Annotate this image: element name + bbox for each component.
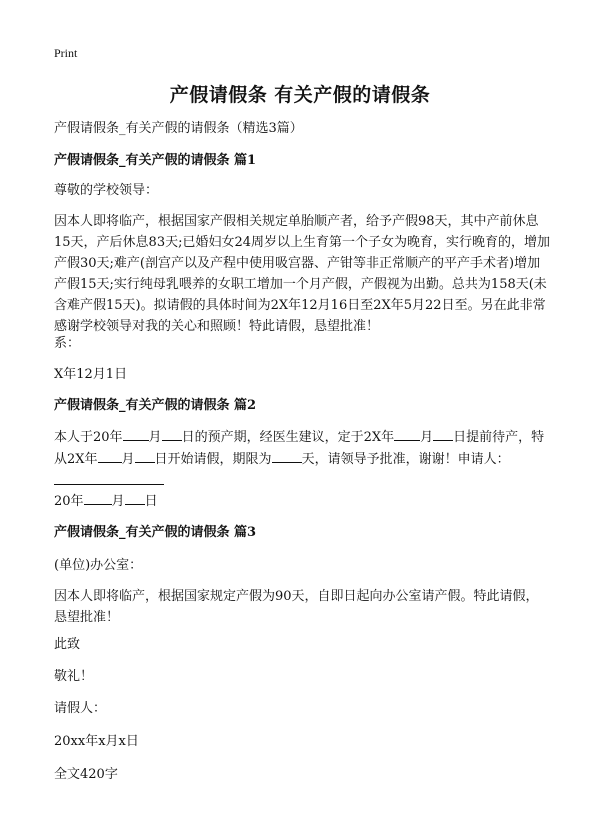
section-3-salutation: (单位)办公室：: [54, 558, 143, 573]
blank-field: [272, 448, 302, 463]
section-2-text: 月: [148, 430, 162, 445]
blank-field: [162, 426, 182, 441]
section-2-text: 月: [121, 452, 135, 467]
applicant-blank: [54, 470, 164, 485]
section-2-date-text: 20年: [54, 494, 84, 509]
print-link[interactable]: Print: [54, 46, 78, 60]
section-3-date: 20xx年x月x日: [54, 734, 139, 749]
section-3-closing-1: 此致: [54, 637, 81, 652]
section-2-text: 日开始请假，期限为: [154, 452, 272, 467]
section-1-heading: 产假请假条_有关产假的请假条 篇1: [54, 153, 257, 168]
blank-field: [123, 426, 149, 441]
section-1-body: 因本人即将临产，根据国家产假相关规定单胎顺产者，给予产假98天，其中产前休息15天，产后休息83天;已婚妇女24周岁以上生育第一个子女为晚育，实行晚育的，增加产假30天;难产(剖宫产以及产程中使用吸宫器、产钳等非正常顺产的平产手术者)增加产假15天;实行纯母乳喂养的女职工增加一个月产假，产假视为出勤。总共为158天(未含难产假15天)。拟请假的具体时间为2X年12月16日至2X年5月22日至。另在此非常感谢学校领导对我的关心和照顾！特此请假，恳望批准！: [54, 214, 551, 334]
blank-field: [125, 490, 145, 505]
section-2-text: 天，请领导予批准，谢谢！申请人：: [301, 452, 510, 467]
section-1-date: X年12月1日: [54, 367, 128, 382]
section-3-body: 因本人即将临产，根据国家规定产假为90天，自即日起向办公室请产假。特此请假，恳望批准！: [54, 589, 539, 625]
subtitle: 产假请假条_有关产假的请假条（精选3篇）: [54, 121, 303, 136]
section-3-applicant: 请假人：: [54, 701, 107, 716]
section-2-text: 月: [420, 430, 434, 445]
section-2-date-text: 日: [144, 494, 158, 509]
blank-field: [84, 490, 112, 505]
word-count: 全文420字: [54, 767, 118, 782]
section-2-heading: 产假请假条_有关产假的请假条 篇2: [54, 398, 257, 413]
blank-field: [98, 448, 122, 463]
section-2-text: 日的预产期，经医生建议，定于2X年: [181, 430, 395, 445]
page-title: 产假请假条 有关产假的请假条: [169, 84, 431, 106]
section-1-dept: 系：: [54, 336, 81, 351]
section-2-body: [54, 426, 550, 492]
blank-field: [394, 426, 420, 441]
section-2-date: [54, 490, 550, 512]
blank-field: [433, 426, 453, 441]
section-3-heading: 产假请假条_有关产假的请假条 篇3: [54, 525, 257, 540]
section-2-text: 本人于20年: [54, 430, 123, 445]
section-3-closing-2: 敬礼！: [54, 669, 94, 684]
section-2-text: 日提前待产，特从2X年: [54, 430, 545, 467]
blank-field: [135, 448, 155, 463]
section-1-salutation: 尊敬的学校领导：: [54, 183, 159, 198]
section-2-date-text: 月: [111, 494, 125, 509]
